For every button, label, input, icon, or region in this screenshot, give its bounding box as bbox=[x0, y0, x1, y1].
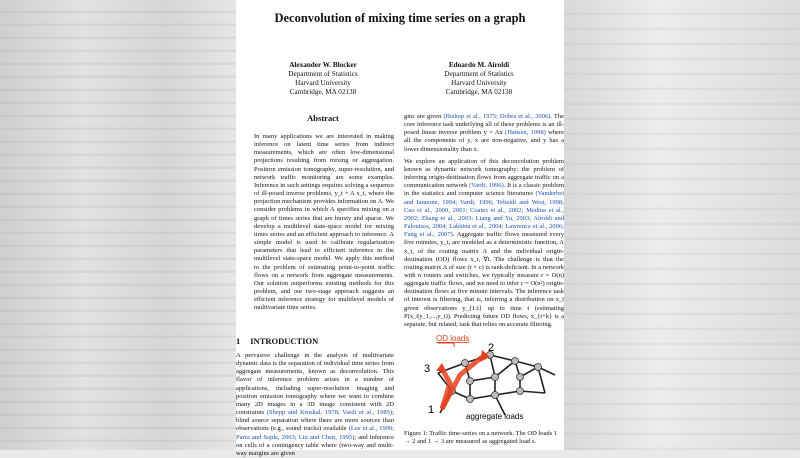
paper-title: Deconvolution of mixing time series on a graph bbox=[274, 11, 526, 25]
background-blur-right bbox=[564, 0, 800, 450]
intro-text: A pervasive challenge in the analysis of multivariate dynamic data is the separation of individual time series from aggregate measurements, known as deconvolution. This flavor of inference problem arises in a number of applications, including super-resolution imaging and positron emission tomography where we want to combine many 2D images in a 3D image consistent with 2D constraints bbox=[236, 352, 394, 417]
router-node bbox=[517, 374, 524, 381]
background-blur-left bbox=[0, 0, 236, 450]
aggregate-loads-label: aggregate loads bbox=[466, 412, 524, 421]
section-heading bbox=[236, 336, 318, 346]
od-flow-arrow-2 bbox=[442, 369, 450, 409]
author-name: Alexander W. Blocker bbox=[289, 61, 357, 69]
node-label-2: 2 bbox=[488, 342, 495, 354]
od-arrows bbox=[436, 343, 490, 409]
text: . Aggregate traffic flows measured every five minutes, y_t, are modeled as a deterministic function, A x_t, of the routing matrix A and the individual origin-destination (OD) flows x_t, ∀t. The challenge is that the routing matrix A of size (r × c) is rank-deficient. In a network with n routers and switches, we typically measure r = O(n) aggregate traffic flows, and we need to infer c = O(n²) origin-destination flows at five minute intervals. The inference task of interest is filtering, that is, inferring a distribution on x_t given observations y_{1:t} up to time t (estimating P(x_t|y_1,...,y_t)). Predicting future OD flows, x_{t+k} is a separate, but related, task that relies on accurate filtering. bbox=[404, 231, 564, 328]
author-city: Cambridge, MA 02138 bbox=[445, 88, 513, 96]
author-2 bbox=[404, 61, 554, 97]
citation-link[interactable]: (Hansen, 1998) bbox=[505, 129, 546, 137]
author-city: Cambridge, MA 02138 bbox=[289, 88, 357, 96]
citation-link[interactable]: (Vanderbei and Iannone, 1994; Vardi, 1996; Tebaldi and West, 1998; Cao et al., 2000, 2001; Coates et al., 2002; Medina et al., 2002; Zhang et al., 2003; Liang and Yu, 2003; Airoldi and Faloutsos, 2004; Lakhina et al., 2004; Lawrence et al., 2006; Fang et al., 2007) bbox=[404, 190, 564, 239]
od-label-leader bbox=[438, 343, 454, 347]
section-number: 1 bbox=[236, 336, 241, 346]
router-node bbox=[467, 396, 474, 403]
text: . It is a classic problem in the statistics and computer science literatures bbox=[404, 182, 565, 198]
router-node bbox=[467, 378, 474, 385]
text: gins are given bbox=[404, 113, 444, 120]
od-loads-label: OD loads bbox=[436, 334, 470, 343]
citation-link[interactable]: (Bishop et al., 1975; Dobra et al., 2006) bbox=[443, 113, 551, 120]
text: We explore an application of this deconvolution problem known as dynamic network tomography: the problem of inferring origin-destination flows from aggregate traffic on a communication network bbox=[404, 157, 564, 190]
right-column bbox=[404, 113, 564, 333]
text: . The core inference task underlying all of these problems is an ill-posed linear inverse problem y = Ax bbox=[404, 113, 564, 137]
citation-link[interactable]: (Shepp and Kruskal, 1978; Vardi et al., 1985) bbox=[266, 409, 393, 417]
abstract-body: In many applications we are interested in making inference on latent time series from indirect measurements, which are often low-dimensional projections resulting from mixing or aggregation. Positron emission tomography, super-resolution, and network traffic monitoring are some examples. Inference in such settings requires solving a sequence of ill-posed inverse problems, y_t = A x_t, where the projection mechanism provides information on A. We consider problems in which A specifies mixing on a graph of times series that are bursty and sparse. We develop a multilevel state-space model for mixing times series and an efficient approach to inference. A simple model is used to calibrate regularization parameters that lead to efficient inference in the multilevel state-space model. We apply this method to the problem of estimating point-to-point traffic flows on a network from aggregate measurements. Our solution outperforms existing methods for this problem, and our two-stage approach suggests an efficient inference strategy for multilevel models of multivariate time series. bbox=[254, 133, 394, 312]
intro-text: ; and inference on cells of a contingency table where (two-way and multi-way margins are given bbox=[236, 433, 394, 457]
router-node bbox=[492, 392, 499, 399]
paper-page bbox=[236, 0, 565, 457]
author-dept: Department of Statistics bbox=[288, 70, 358, 78]
text: where all the components of y, x are non-negative, and y has a lower dimensionality than x. bbox=[404, 129, 564, 153]
figure-caption: Figure 1: Traffic time-series on a network. The OD loads 1 → 2 and 1 → 3 are measured as aggregated load s. bbox=[404, 430, 558, 445]
arrowhead bbox=[436, 363, 446, 371]
author-univ: Harvard University bbox=[451, 79, 507, 87]
right-paragraph-1 bbox=[404, 113, 564, 154]
author-dept: Department of Statistics bbox=[444, 70, 514, 78]
intro-paragraph bbox=[236, 352, 394, 458]
network-figure bbox=[420, 333, 560, 423]
author-1 bbox=[248, 61, 398, 97]
node-label-3: 3 bbox=[424, 363, 431, 375]
router-node bbox=[462, 360, 469, 367]
author-name: Edoardo M. Airoldi bbox=[448, 61, 510, 69]
intro-text: ; blind source separation where there are more sources than observations (e.g., sound tracks) available bbox=[236, 409, 394, 433]
router-node bbox=[535, 364, 542, 371]
right-paragraph-2 bbox=[404, 158, 564, 329]
section-title: INTRODUCTION bbox=[250, 336, 319, 346]
abstract-heading: Abstract bbox=[307, 113, 339, 123]
citation-link[interactable]: (Lee et al., 1999; Parra and Sajda, 2003; Liu and Chen, 1995) bbox=[236, 425, 395, 441]
router-node bbox=[512, 358, 519, 365]
author-univ: Harvard University bbox=[295, 79, 351, 87]
citation-link[interactable]: (Vardi, 1996) bbox=[469, 182, 504, 190]
node-label-1: 1 bbox=[428, 404, 435, 416]
router-node bbox=[517, 388, 524, 395]
router-node bbox=[492, 374, 499, 381]
